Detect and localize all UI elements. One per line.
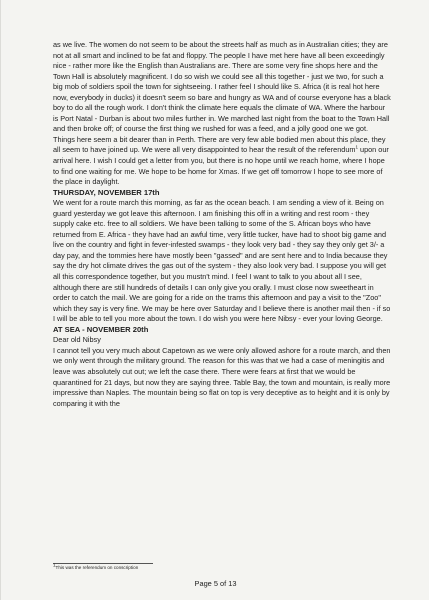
paragraph-capetown: I cannot tell you very much about Capetown as we were only allowed ashore for a route march, and then we only went through the military ground. The reason for this was that we had a case of meningitis and leave was absolutely cut out; we left the case there. There were fears at first that we would be quarantined for 21 days, but now they are saying three. Table Bay, the town and mountain, is really more impressive than Naples. The mountain being so flat on top is very deceptive as to height and it is only by comparing it with the bbox=[53, 345, 391, 408]
salutation: Dear old Nibsy bbox=[53, 335, 101, 345]
footnote-divider bbox=[53, 563, 153, 564]
footnote-number: 1 bbox=[53, 562, 56, 568]
section-heading-nov-20: AT SEA - NOVEMBER 20th bbox=[53, 324, 149, 334]
footnote bbox=[53, 562, 139, 571]
paragraph-text: as we live. The women do not seem to be about the streets half as much as in Australian cities; they are not at all smart and inclined to be fat and floppy. The people I have met here have all been exceedingly nice - rather more like the English than Australians are. There are some very fine shops here and the Town Hall is absolutely magnificent. I do so wish we could see all this together - just we two, for such a big mob of soldiers spoil the town for sightseeing. I rather feel I should like S. Africa (it is real hot here now, everybody in ducks) it doesn't seem so bare and hungry as WA and of course everyone has a black boy to do all the rough work. I don't think the climate here equals the climate of WA. Where the harbour is Port Natal - Durban is about two miles further in. We marched last night from the boat to the Town Hall and then broke off; of course the first thing we rushed for was a feed, and a jolly good one we got. Things here seem a bit dearer than in Perth. There are very few able bodied men about this place, they all seem to have joined up. We were all very disappointed to hear the result of the referendum bbox=[53, 40, 391, 155]
paragraph-text-continued: upon our arrival here. I wish I could get a letter from you, but there is no hope until we reach home, where I hope to find one waiting for me. We hope to be home for Xmas. If we get off tomorrow I hope to see more of the place in daylight. bbox=[53, 145, 389, 187]
page-number: Page 5 of 13 bbox=[194, 579, 237, 588]
footnote-text: This was the referendum on conscription bbox=[55, 565, 139, 570]
letter-body bbox=[53, 40, 391, 409]
section-heading-nov-17: THURSDAY, NOVEMBER 17th bbox=[53, 187, 160, 197]
paragraph-nov-17: We went for a route march this morning, as far as the ocean beach. I am sending a view of it. Being on guard yesterday we got leave this afternoon. I am finishing this off in a writing and rest room - they supply cake etc. free to all soldiers. We have been talking to some of the S. African boys who have returned from E. Africa - they have had an awful time, very little tucker, have had to shoot big game and live on the country and fight in fever-infested swamps - they look very bad - they say they only get 3/- a day pay, and the tommies here have mostly been "gassed" and are sent here and to India because they say the dry hot climate drives the gas out of the system - they also look very bad. I suppose you will get all this correspondence together, but you mustn't mind. I feel I want to talk to you about all I see, although there are still hundreds of details I can only give you orally. I must close now sweetheart in order to catch the mail. We are going for a ride on the trams this afternoon and pay a visit to the "Zoo" which they say is very fine. We may be here over Saturday and I believe there is another mail then - if so I will be able to tell you more about the town. I do wish you were here Nibsy - ever your loving George. bbox=[53, 198, 391, 324]
paragraph-durban bbox=[53, 40, 391, 188]
footnote-marker: 1 bbox=[355, 145, 358, 151]
